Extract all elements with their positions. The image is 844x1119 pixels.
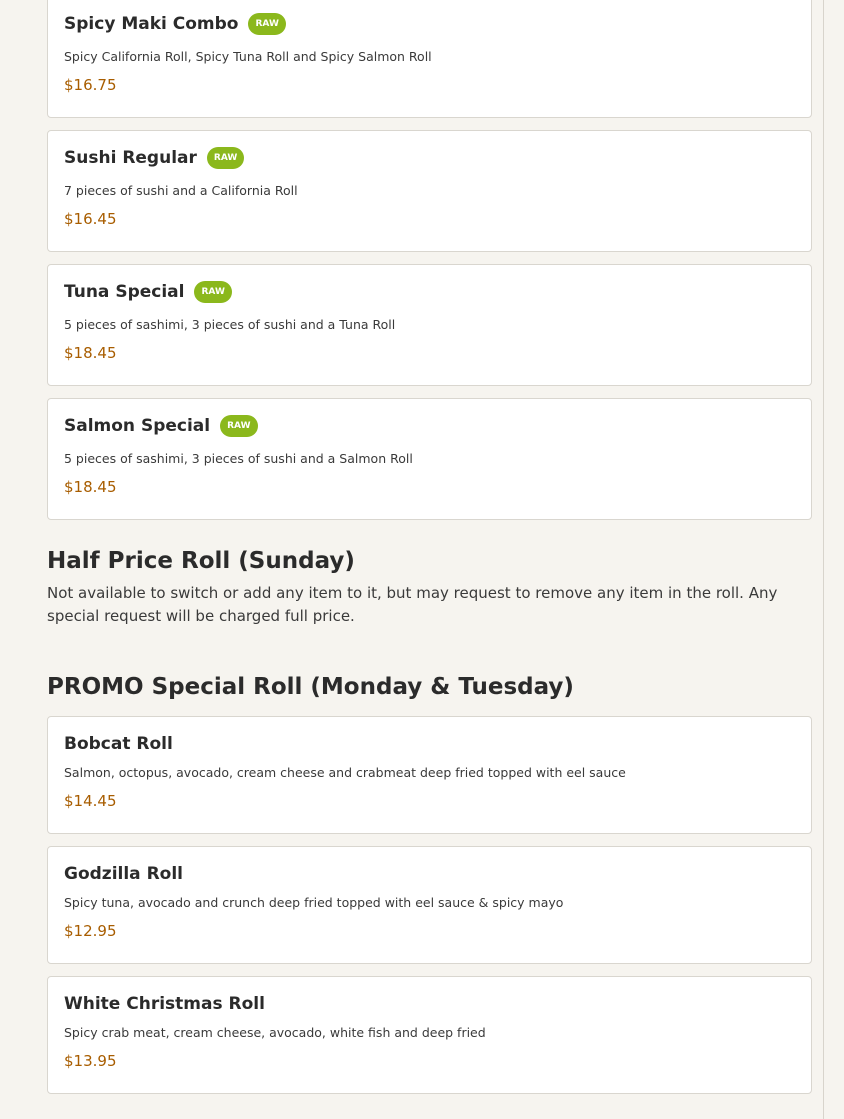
item-price: $12.95 bbox=[64, 922, 117, 940]
raw-badge: RAW bbox=[207, 147, 244, 169]
item-name: Spicy Maki Combo bbox=[64, 14, 239, 34]
item-name: Salmon Special bbox=[64, 416, 211, 436]
menu-item-card[interactable] bbox=[47, 0, 812, 118]
item-price: $18.45 bbox=[64, 344, 117, 362]
menu-item-card[interactable] bbox=[47, 398, 812, 520]
item-price: $14.45 bbox=[64, 792, 117, 810]
item-price: $13.95 bbox=[64, 1052, 117, 1070]
item-description: Spicy crab meat, cream cheese, avocado, white fish and deep fried bbox=[64, 1025, 486, 1040]
item-name: Godzilla Roll bbox=[64, 864, 183, 884]
raw-badge: RAW bbox=[220, 415, 257, 437]
section-note: Not available to switch or add any item to it, but may request to remove any item in the roll. Any special request will be charged full price. bbox=[47, 584, 778, 625]
item-description: 7 pieces of sushi and a California Roll bbox=[64, 183, 298, 198]
section-title-promo: PROMO Special Roll (Monday & Tuesday) bbox=[47, 674, 574, 700]
item-description: Spicy California Roll, Spicy Tuna Roll and Spicy Salmon Roll bbox=[64, 49, 432, 64]
raw-badge: RAW bbox=[194, 281, 231, 303]
section-title-half-price: Half Price Roll (Sunday) bbox=[47, 548, 355, 574]
item-description: 5 pieces of sashimi, 3 pieces of sushi and a Tuna Roll bbox=[64, 317, 396, 332]
item-price: $18.45 bbox=[64, 478, 117, 496]
menu-item-card[interactable] bbox=[47, 976, 812, 1094]
item-name: Sushi Regular bbox=[64, 148, 197, 168]
item-price: $16.75 bbox=[64, 76, 117, 94]
raw-badge: RAW bbox=[248, 13, 285, 35]
menu-item-card[interactable] bbox=[47, 130, 812, 252]
item-description: Spicy tuna, avocado and crunch deep fried topped with eel sauce & spicy mayo bbox=[64, 895, 564, 910]
menu-item-card[interactable] bbox=[47, 846, 812, 964]
item-name: Bobcat Roll bbox=[64, 734, 173, 754]
menu-content bbox=[47, 0, 812, 1106]
item-description: 5 pieces of sashimi, 3 pieces of sushi and a Salmon Roll bbox=[64, 451, 413, 466]
menu-item-card[interactable] bbox=[47, 264, 812, 386]
menu-item-card[interactable] bbox=[47, 716, 812, 834]
item-price: $16.45 bbox=[64, 210, 117, 228]
item-name: White Christmas Roll bbox=[64, 994, 265, 1014]
item-name: Tuna Special bbox=[64, 282, 185, 302]
item-description: Salmon, octopus, avocado, cream cheese and crabmeat deep fried topped with eel sauce bbox=[64, 765, 626, 780]
scroll-divider bbox=[823, 0, 824, 1119]
